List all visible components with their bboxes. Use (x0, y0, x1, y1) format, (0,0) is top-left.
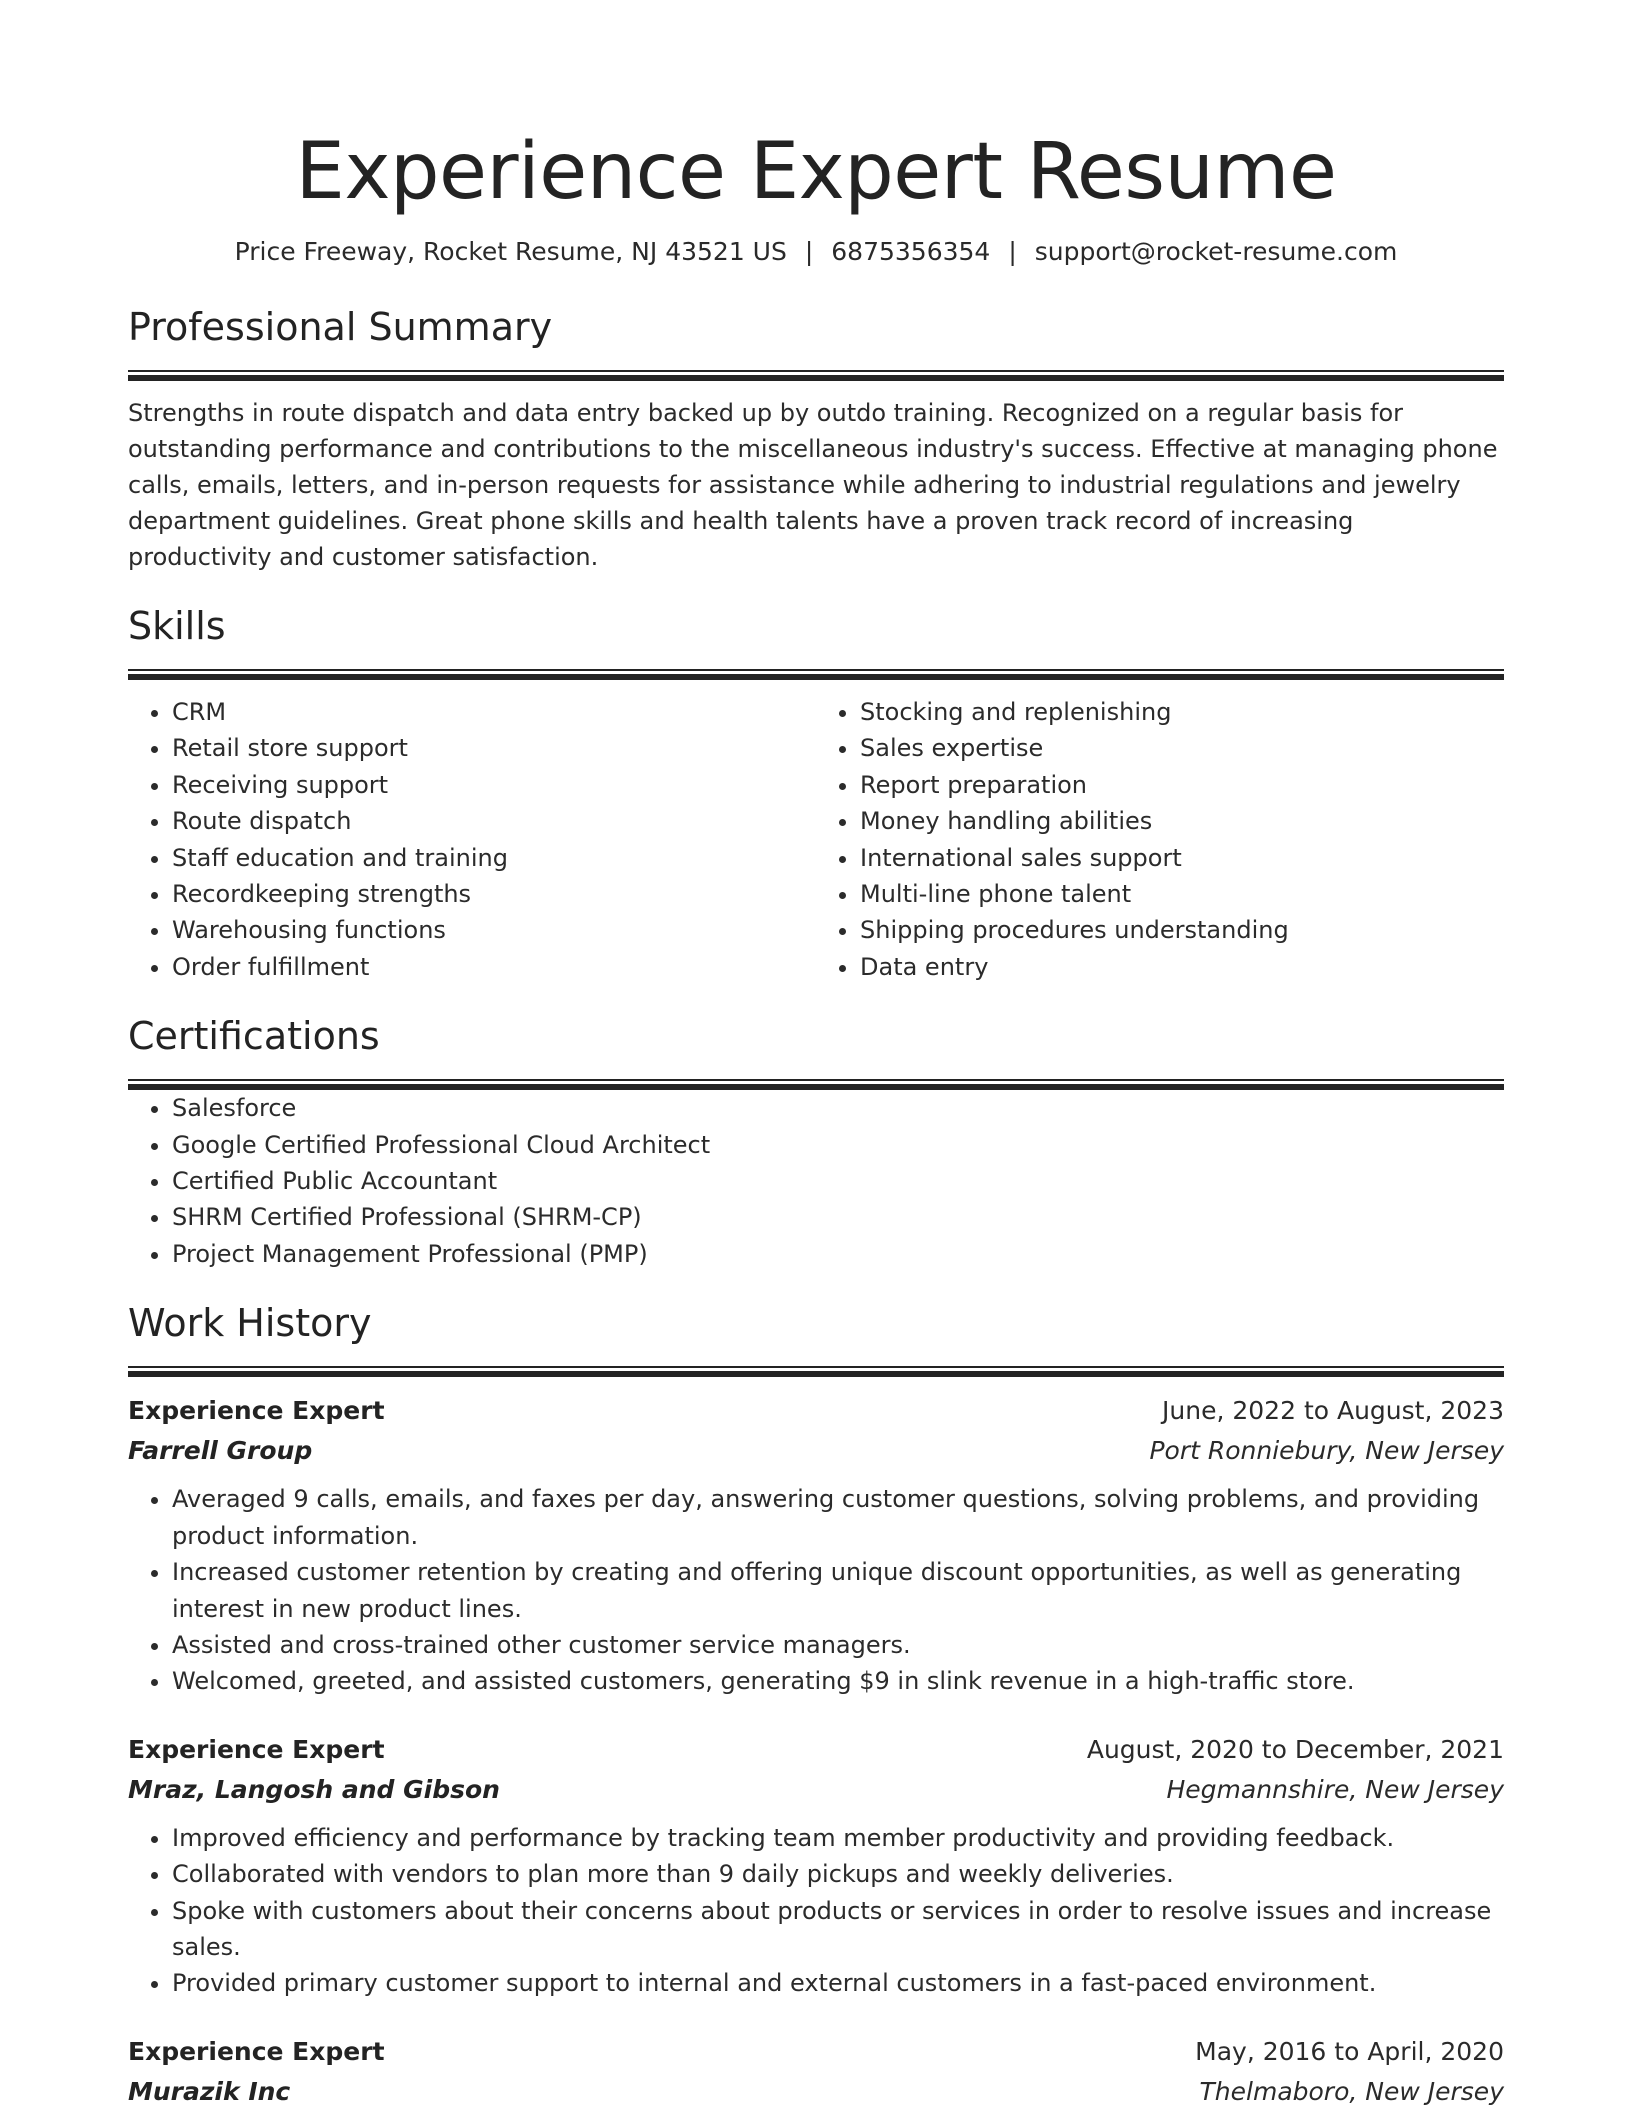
job-duty: • Assisted and cross-trained other customer service managers. (172, 1627, 1504, 1663)
section-divider (128, 370, 1504, 381)
job-header-row (128, 2032, 1504, 2072)
certification-item: • Certified Public Accountant (172, 1163, 1504, 1199)
work-history-section (128, 1298, 1504, 2111)
certification-item: • Project Management Professional (PMP) (172, 1236, 1504, 1272)
skill-item: • Warehousing functions (172, 912, 816, 948)
job-entry (128, 1730, 1504, 2002)
job-duty: • Provided primary customer support to internal and external customers in a fast-paced environment. (172, 1965, 1504, 2001)
job-header-row (128, 1730, 1504, 1770)
section-title-summary: Professional Summary (128, 305, 553, 349)
skills-section (128, 601, 1504, 985)
summary-text: Strengths in route dispatch and data entry backed up by outdo training. Recognized on a regular basis for outstanding performance and contributions to the miscellaneous industry's success. Effective at managing phone calls, emails, letters, and in-person requests for assistance while adhering to industrial regulations and jewelry department guidelines. Great phone skills and health talents have a proven track record of increasing productivity and customer satisfaction. (128, 399, 1498, 571)
skill-item: • Report preparation (860, 767, 1504, 803)
job-duty: • Averaged 9 calls, emails, and faxes per day, answering customer questions, solving problems, and providing product information. (172, 1481, 1504, 1554)
skill-item: • Multi-line phone talent (860, 876, 1504, 912)
job-company: Murazik Inc (128, 2076, 291, 2106)
job-title: Experience Expert (128, 2036, 385, 2066)
section-divider (128, 669, 1504, 680)
job-duty: • Increased customer retention by creating and offering unique discount opportunities, as well as generating interest in new product lines. (172, 1554, 1504, 1627)
skill-item: • Receiving support (172, 767, 816, 803)
job-dates: August, 2020 to December, 2021 (1086, 1734, 1504, 1764)
job-dates: June, 2022 to August, 2023 (1162, 1396, 1504, 1426)
job-company: Mraz, Langosh and Gibson (128, 1774, 500, 1804)
skill-item: • Staff education and training (172, 840, 816, 876)
skill-item: • Retail store support (172, 730, 816, 766)
summary-section (128, 302, 1504, 575)
job-entry (128, 1391, 1504, 1699)
job-duty: • Welcomed, greeted, and assisted customers, generating $9 in slink revenue in a high-traffic store. (172, 1663, 1504, 1699)
certifications-section (128, 1011, 1504, 1272)
skill-item: • International sales support (860, 840, 1504, 876)
job-subheader-row (128, 2072, 1504, 2112)
phone: 6875356354 (831, 237, 991, 266)
resume-title: Experience Expert Resume (295, 127, 1337, 217)
skills-list-left (128, 694, 816, 985)
job-title: Experience Expert (128, 1734, 385, 1764)
resume-page (128, 0, 1504, 2112)
skill-item: • Money handling abilities (860, 803, 1504, 839)
skill-item: • Sales expertise (860, 730, 1504, 766)
section-title-certifications: Certifications (128, 1014, 380, 1059)
job-duty: • Collaborated with vendors to plan more than 9 daily pickups and weekly deliveries. (172, 1856, 1504, 1892)
job-location: Port Ronniebury, New Jersey (1149, 1436, 1504, 1466)
section-title-skills: Skills (128, 604, 226, 648)
skill-item: • Order fulfillment (172, 949, 816, 985)
certification-item: • Salesforce (172, 1090, 1504, 1126)
job-duties-list (128, 1820, 1504, 2002)
email: support@rocket-resume.com (1034, 237, 1398, 266)
job-entry (128, 2032, 1504, 2112)
job-duty: • Improved efficiency and performance by tracking team member productivity and providing feedback. (172, 1820, 1504, 1856)
job-dates: May, 2016 to April, 2020 (1195, 2036, 1504, 2066)
job-location: Thelmaboro, New Jersey (1199, 2076, 1504, 2106)
job-company: Farrell Group (128, 1436, 313, 1466)
job-subheader-row (128, 1770, 1504, 1810)
section-divider (128, 1366, 1504, 1377)
skills-list-right (816, 694, 1504, 985)
certification-item: • SHRM Certified Professional (SHRM-CP) (172, 1199, 1504, 1235)
section-divider (128, 1079, 1504, 1090)
section-title-work-history: Work History (128, 1301, 372, 1346)
skill-item: • Shipping procedures understanding (860, 912, 1504, 948)
job-location: Hegmannshire, New Jersey (1166, 1774, 1504, 1804)
skill-item: • CRM (172, 694, 816, 730)
skill-item: • Recordkeeping strengths (172, 876, 816, 912)
job-title: Experience Expert (128, 1396, 385, 1426)
skill-item: • Stocking and replenishing (860, 694, 1504, 730)
job-subheader-row (128, 1431, 1504, 1471)
certifications-list (128, 1090, 1504, 1272)
job-duties-list (128, 1481, 1504, 1699)
contact-line (128, 234, 1504, 270)
separator: | (1008, 237, 1017, 266)
skills-columns (128, 694, 1504, 985)
job-duty: • Spoke with customers about their concerns about products or services in order to resolve issues and increase sales. (172, 1893, 1504, 1966)
skill-item: • Data entry (860, 949, 1504, 985)
separator: | (804, 237, 814, 266)
certification-item: • Google Certified Professional Cloud Architect (172, 1127, 1504, 1163)
job-header-row (128, 1391, 1504, 1431)
address: Price Freeway, Rocket Resume, NJ 43521 US (234, 237, 787, 266)
skill-item: • Route dispatch (172, 803, 816, 839)
